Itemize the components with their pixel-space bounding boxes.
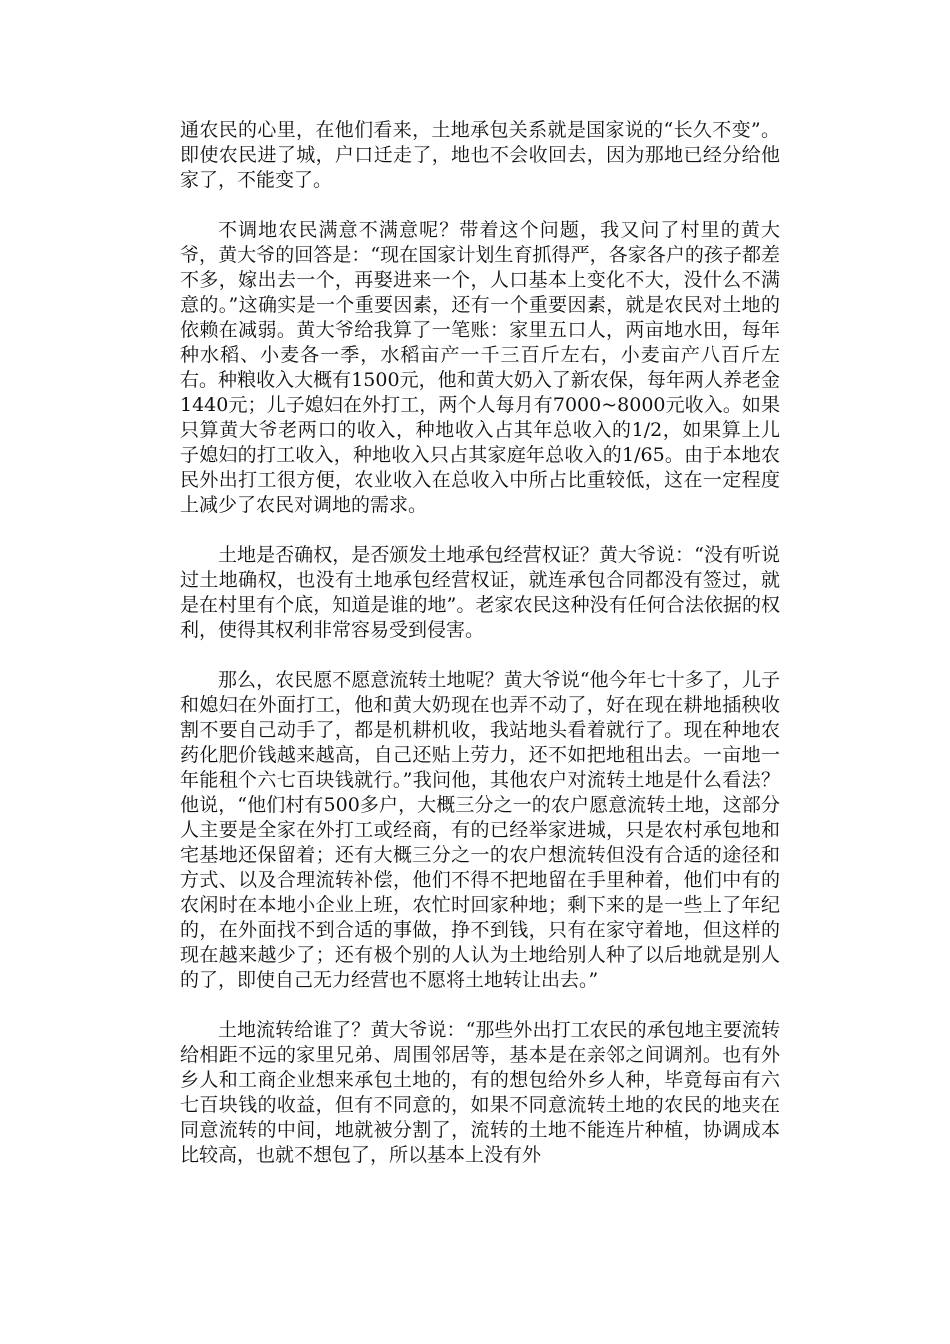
paragraph-continuation: 通农民的心里，在他们看来，土地承包关系就是国家说的“长久不变”。即使农民进了城，户口迁走了，地也不会收回去，因为那地已经分给他家了，不能变了。: [180, 119, 780, 191]
paragraph-land-rights-confirmation: 土地是否确权，是否颁发土地承包经营权证？黄大爷说：“没有听说过土地确权，也没有土地承包经营权证，就连承包合同都没有签过，就是在村里有个底，知道是谁的地”。老家农民这种没有任何合法依据的权利，使得其权利非常容易受到侵害。: [180, 544, 780, 641]
paragraph-land-transfer-willingness: 那么，农民愿不愿意流转土地呢？黄大爷说“他今年七十多了，儿子和媳妇在外面打工，他和黄大奶现在也弄不动了，好在现在耕地插秧收割不要自己动手了，都是机耕机收，我站地头看着就行了。现在种地农药化肥价钱越来越高，自己还贴上劳力，还不如把地租出去。一亩地一年能租个六七百块钱就行。”我问他，其他农户对流转土地是什么看法？他说，“他们村有500多户，大概三分之一的农户愿意流转土地，这部分人主要是全家在外打工或经商，有的已经举家进城，只是农村承包地和宅基地还保留着；还有大概三分之一的农户想流转但没有合适的途径和方式、以及合理流转补偿，他们不得不把地留在手里种着，他们中有的农闲时在本地小企业上班，农忙时回家种地；剩下来的是一些上了年纪的，在外面找不到合适的事做，挣不到钱，只有在家守着地，但这样的现在越来越少了；还有极个别的人认为土地给别人种了以后地就是别人的了，即使自己无力经营也不愿将土地转让出去。”: [180, 669, 780, 991]
document-body: [180, 118, 780, 1168]
paragraph-land-transfer-recipients: 土地流转给谁了？黄大爷说：“那些外出打工农民的承包地主要流转给相距不远的家里兄弟、周围邻居等，基本是在亲邻之间调剂。也有外乡人和工商企业想来承包土地的，有的想包给外乡人种，毕竟每亩有六七百块钱的收益，但有不同意的，如果不同意流转土地的农民的地夹在同意流转的中间，地就被分割了，流转的土地不能连片种植，协调成本比较高，也就不想包了，所以基本上没有外: [180, 1019, 780, 1166]
paragraph-land-adjustment-satisfaction: 不调地农民满意不满意呢？带着这个问题，我又问了村里的黄大爷，黄大爷的回答是：“现在国家计划生育抓得严，各家各户的孩子都差不多，嫁出去一个，再娶进来一个，人口基本上变化不大，没什么不满意的。”这确实是一个重要因素，还有一个重要因素，就是农民对土地的依赖在减弱。黄大爷给我算了一笔账：家里五口人，两亩地水田，每年种水稻、小麦各一季，水稻亩产一千三百斤左右，小麦亩产八百斤左右。种粮收入大概有1500元，他和黄大奶入了新农保，每年两人养老金1440元；儿子媳妇在外打工，两个人每月有7000~8000元收入。如果只算黄大爷老两口的收入，种地收入占其年总收入的1/2，如果算上儿子媳妇的打工收入，种地收入只占其家庭年总收入的1/65。由于本地农民外出打工很方便，农业收入在总收入中所占比重较低，这在一定程度上减少了农民对调地的需求。: [180, 219, 780, 516]
